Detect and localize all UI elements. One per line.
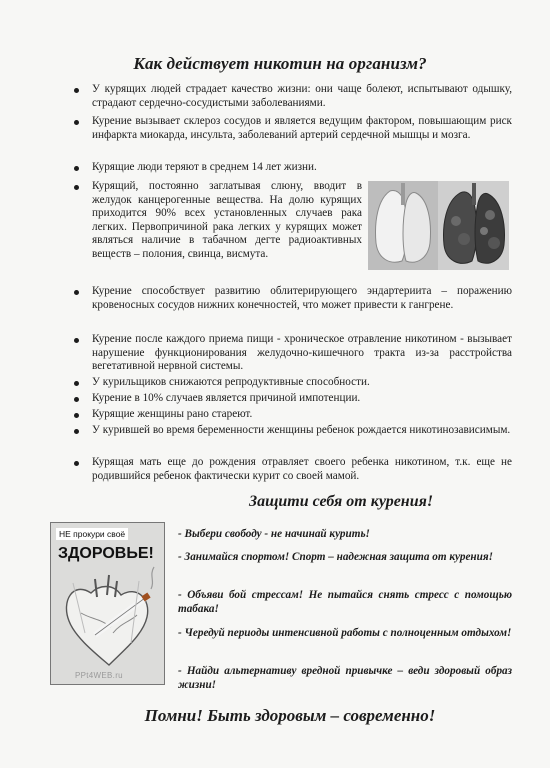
tip-item: - Занимайся спортом! Спорт – надежная защита от курения! <box>178 551 493 563</box>
poster-watermark: PPt4WEB.ru <box>75 671 123 680</box>
fact-item: Курение вызывает склероз сосудов и является ведущим фактором, повышающим риск инфаркта миокарда, инсульта, заболеваний артерий сердечной мышцы и мозга. <box>92 115 512 141</box>
fact-item: Курение после каждого приема пищи - хроническое отравление никотином - вызывает нарушение функционирования желудочно-кишечного тракта из-за расстройства вегетативной нервной системы. <box>92 333 512 373</box>
tip-item: - Объяви бой стрессам! Не пытайся снять стресс с помощью табака! <box>178 589 512 615</box>
lungs-illustration <box>368 181 509 270</box>
fact-item: У курильщиков снижаются репродуктивные способности. <box>92 376 512 390</box>
fact-item: Курящие женщины рано стареют. <box>92 408 512 422</box>
fact-item: Курящий, постоянно заглатывая слюну, вводит в желудок канцерогенные вещества. На долю курящих приходится 90% всех установленных случаев рака легких. Первопричиной рака легких у курящих может являться наличие в табачном дегте радиоактивных веществ – полония, свинца, висмута. <box>92 180 362 260</box>
fact-item: У курившей во время беременности женщины ребенок рождается никотинозависимым. <box>92 424 511 436</box>
fact-item: Курящая мать еще до рождения отравляет своего ребенка никотином, т.к. еще не родившийся ребенок фактически курит со своей мамой. <box>92 456 512 482</box>
tip-item: - Найди альтернативу вредной привычке – веди здоровый образ жизни! <box>178 665 512 691</box>
fact-item: Курение в 10% случаев является причиной импотенции. <box>92 392 512 406</box>
page-title: Как действует никотин на организм? <box>133 54 427 73</box>
closing-slogan: Помни! Быть здоровым – современно! <box>144 706 436 725</box>
fact-item: Курение способствует развитию облитерирующего эндартериита – поражению кровеносных сосудов нижних конечностей, что может привести к гангрене. <box>92 285 512 311</box>
tip-item: - Выбери свободу - не начинай курить! <box>178 528 370 540</box>
tip-item: - Чередуй периоды интенсивной работы с полноценным отдыхом! <box>178 627 512 639</box>
lungs-photo <box>368 181 509 270</box>
poster-top-text: НЕ прокури своё <box>56 528 128 540</box>
fact-item: Курящие люди теряют в среднем 14 лет жизни. <box>92 161 512 175</box>
protect-heading: Защити себя от курения! <box>248 493 434 510</box>
fact-item: У курящих людей страдает качество жизни: они чаще болеют, испытывают одышку, страдают сердечно-сосудистыми заболеваниями. <box>92 83 512 109</box>
anti-smoking-poster <box>50 522 165 685</box>
poster-main-text: ЗДОРОВЬЕ! <box>58 545 154 562</box>
